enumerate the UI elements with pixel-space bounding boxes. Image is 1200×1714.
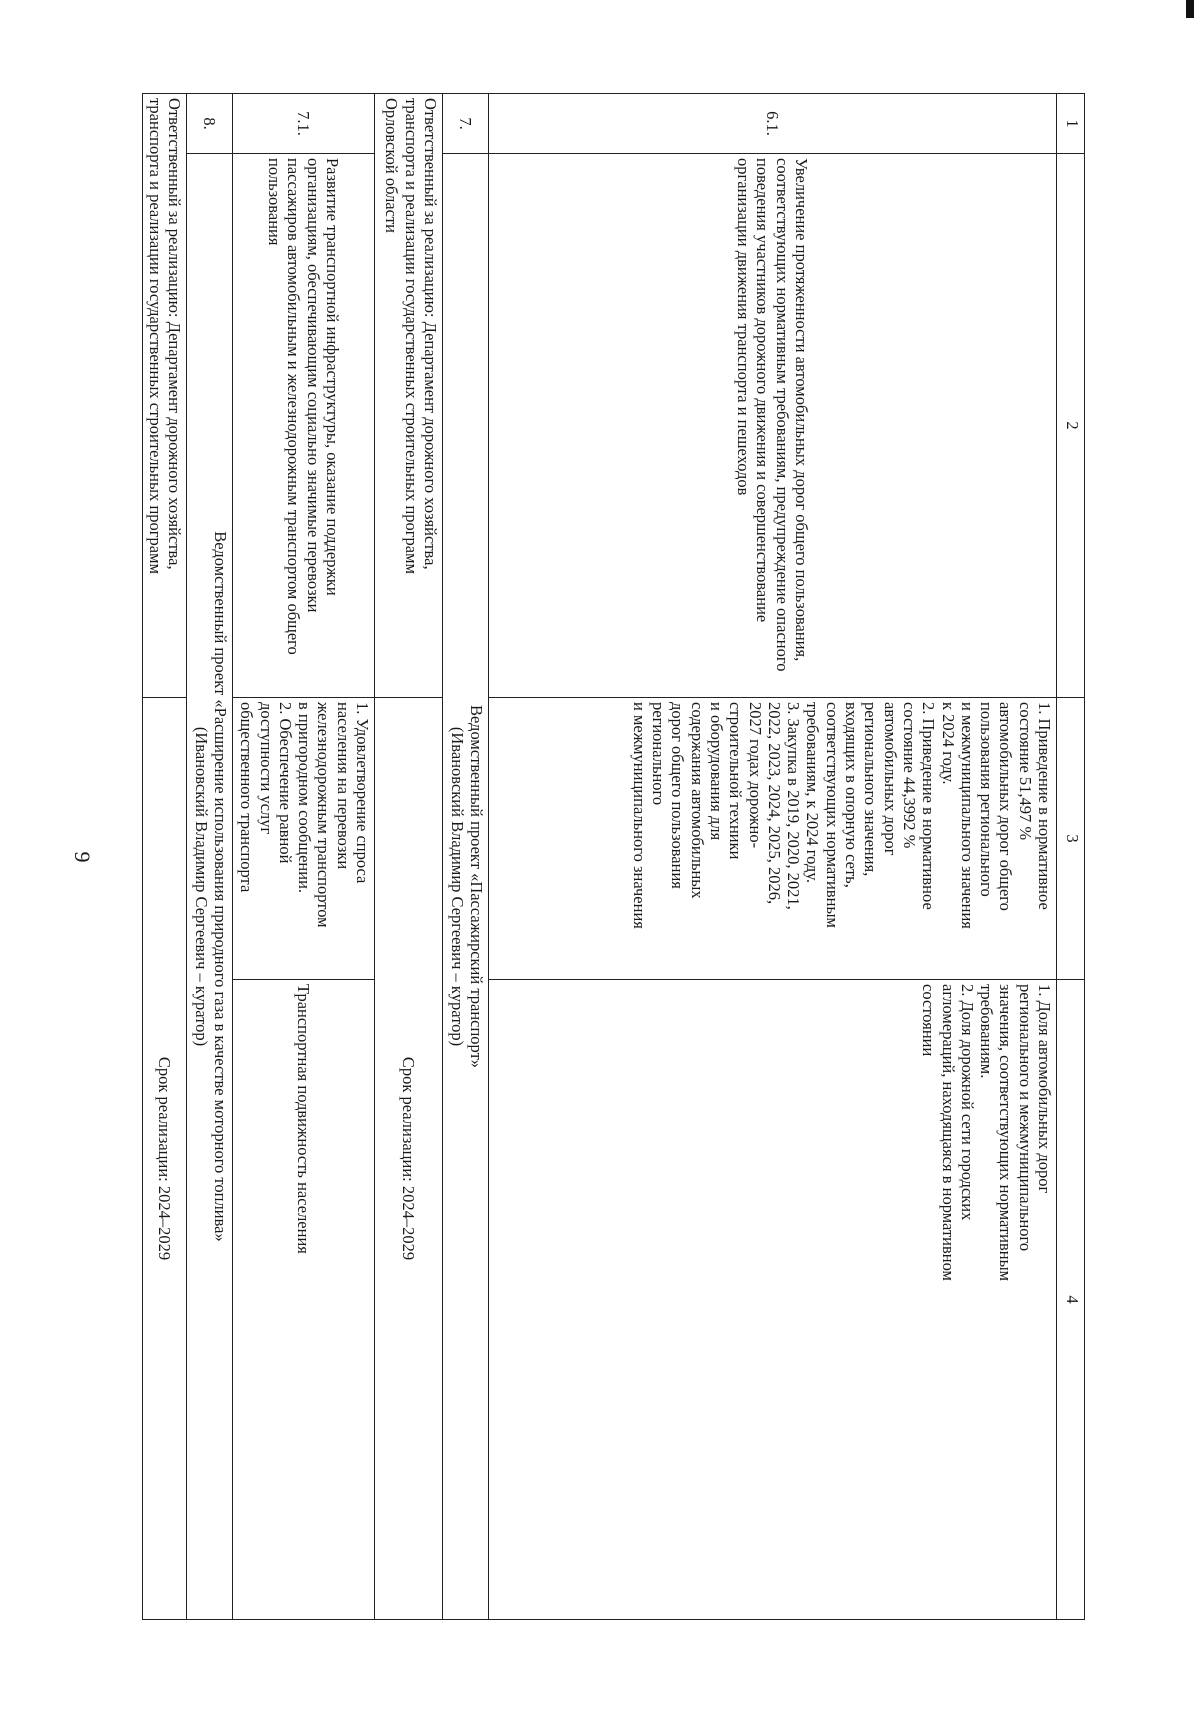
row-indicators: 1. Доля автомобильных дорог регионального и межмуниципального значения, соответствующих нормативным требованиям. 2. Доля дорожной сети городских агломераций, находящаяся в нормативном состоянии bbox=[489, 980, 1057, 1620]
row-description: Увеличение протяженности автомобильных дорог общего пользования, соответствующих нормативным требованиям, предупреждение опасного поведения участников дорожного движения и совершенствование организации движения транспорта и пешеходов bbox=[489, 154, 1057, 698]
project-curator: (Ивановский Владимир Сергеевич – куратор) bbox=[447, 726, 467, 1047]
programme-table bbox=[142, 93, 1085, 1620]
table-row-8-responsible bbox=[143, 94, 187, 1620]
header-row bbox=[1057, 94, 1085, 1620]
row-number: 7. bbox=[443, 94, 489, 154]
row-number: 7.1. bbox=[233, 94, 375, 154]
header-col-3: 3 bbox=[1057, 698, 1085, 980]
term-cell: Срок реализации: 2024–2029 bbox=[143, 698, 187, 1620]
header-col-4: 4 bbox=[1057, 980, 1085, 1620]
row-description: Развитие транспортной инфраструктуры, оказание поддержки организациям, обеспечивающим социально значимые перевозки пассажиров автомобильным и железнодорожным транспортом общего пользования bbox=[233, 154, 375, 698]
table-row-7-1 bbox=[233, 94, 375, 1620]
responsible-cell: Ответственный за реализацию: Департамент дорожного хозяйства, транспорта и реализации государственных строительных программ Орловской области bbox=[375, 94, 443, 698]
table-row-8-header bbox=[187, 94, 233, 1620]
table-row-6-1 bbox=[489, 94, 1057, 1620]
header-col-1: 1 bbox=[1057, 94, 1085, 154]
project-title: Ведомственный проект «Пассажирский транспорт» bbox=[467, 704, 486, 1069]
project-title-cell bbox=[187, 154, 233, 1620]
corner-mark bbox=[1186, 0, 1194, 18]
row-indicators: Транспортная подвижность населения bbox=[233, 980, 375, 1620]
rotated-table-container bbox=[145, 93, 1085, 1619]
responsible-cell: Ответственный за реализацию: Департамент дорожного хозяйства, транспорта и реализации государственных строительных программ bbox=[143, 94, 187, 698]
header-col-2: 2 bbox=[1057, 154, 1085, 698]
project-curator: (Ивановский Владимир Сергеевич – куратор) bbox=[191, 726, 211, 1047]
project-title-cell bbox=[443, 154, 489, 1620]
row-number: 6.1. bbox=[489, 94, 1057, 154]
table-row-7-header bbox=[443, 94, 489, 1620]
table-row-7-responsible bbox=[375, 94, 443, 1620]
project-title: Ведомственный проект «Расширение использования природного газа в качестве моторного топлива» bbox=[211, 531, 230, 1242]
row-expected-results: 1. Приведение в нормативное состояние 51,497 % автомобильных дорог общего пользования регионального и межмуниципального значения к 2024 году. 2. Приведение в нормативное состояние 44,3992 % автомобильных дорог регионального значения, входящих в опорную сеть, соответствующих нормативным требованиям, к 2024 году. 3. Закупка в 2019, 2020, 2021, 2022, 2023, 2024, 2025, 2026, 2027 годах дорожно- строительной техники и оборудования для содержания автомобильных дорог общего пользования регионального и межмуниципального значения bbox=[489, 698, 1057, 980]
term-cell: Срок реализации: 2024–2029 bbox=[375, 698, 443, 1620]
page-number: 9 bbox=[70, 851, 95, 863]
row-number: 8. bbox=[187, 94, 233, 154]
row-expected-results: 1. Удовлетворение спроса населения на перевозки железнодорожным транспортом в пригородном сообщении. 2. Обеспечение равной доступности услуг общественного транспорта bbox=[233, 698, 375, 980]
